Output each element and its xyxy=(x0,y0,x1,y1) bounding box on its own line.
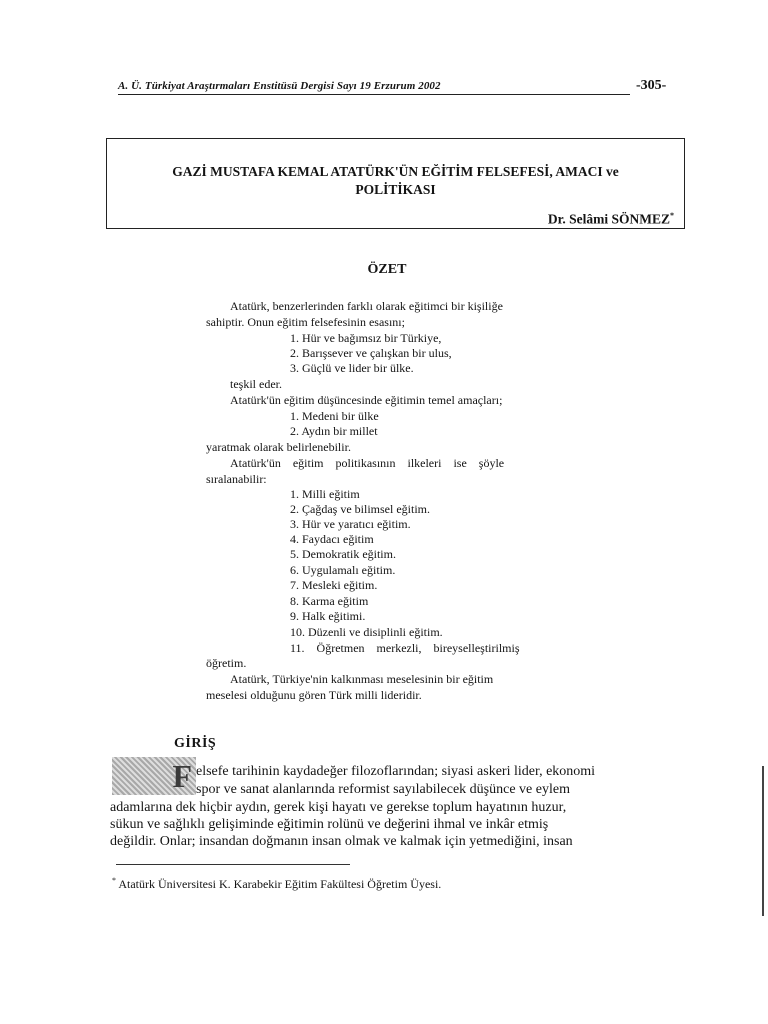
aims-intro: Atatürk'ün eğitim düşüncesinde eğitimin temel amaçları; xyxy=(230,393,503,407)
body-line-5: değildir. Onlar; insandan doğmanın insan olmak ve kalmak için yetmediğini, insan xyxy=(110,834,573,849)
foundation-item: 2. Barışsever ve çalışkan bir ulus, xyxy=(290,346,452,360)
policy-item: 8. Karma eğitim xyxy=(290,594,369,608)
abstract-intro-2: sahiptir. Onun eğitim felsefesinin esasını; xyxy=(206,315,405,329)
policy-item: 5. Demokratik eğitim. xyxy=(290,547,396,561)
body-line-1: elsefe tarihinin kaydadeğer filozoflarından; siyasi askeri lider, ekonomi xyxy=(196,764,596,779)
body-line-2: spor ve sanat alanlarında reformist sayılabilecek düşünce ve eylem xyxy=(196,782,570,797)
aims-item: 1. Medeni bir ülke xyxy=(290,409,379,423)
author-footnote-mark: * xyxy=(670,211,674,220)
page-number: -305- xyxy=(636,78,667,93)
policy-item: 7. Mesleki eğitim. xyxy=(290,578,378,592)
article-title xyxy=(107,163,684,199)
policy-item: 9. Halk eğitimi. xyxy=(290,609,366,623)
policy-item: 11. Öğretmen merkezli, bireyselleştirilmiş xyxy=(290,641,520,655)
policy-intro-1: Atatürk'ün eğitim politikasının ilkeleri ise şöyle xyxy=(230,456,505,470)
section-heading: GİRİŞ xyxy=(174,736,217,751)
policy-item: 1. Milli eğitim xyxy=(290,487,360,501)
policy-intro-2: sıralanabilir: xyxy=(206,472,267,486)
title-line-1: GAZİ MUSTAFA KEMAL ATATÜRK'ÜN EĞİTİM FELSEFESİ, AMACI ve xyxy=(172,164,619,179)
policy-item: 3. Hür ve yaratıcı eğitim. xyxy=(290,517,411,531)
title-line-2: POLİTİKASI xyxy=(355,182,436,197)
title-box xyxy=(106,138,685,229)
policy-item: 6. Uygulamalı eğitim. xyxy=(290,563,396,577)
policy-item: 10. Düzenli ve disiplinli eğitim. xyxy=(290,625,443,639)
body-line-3: adamlarına dek hiçbir aydın, gerek kişi hayatı ve gerekse toplum hayatının huzur, xyxy=(110,800,567,815)
author-text: Dr. Selâmi SÖNMEZ xyxy=(547,211,670,227)
policy-end: öğretim. xyxy=(206,656,247,670)
foundation-end: teşkil eder. xyxy=(230,377,282,391)
aims-item: 2. Aydın bir millet xyxy=(290,424,378,438)
footnote-rule xyxy=(116,864,350,865)
policy-item: 2. Çağdaş ve bilimsel eğitim. xyxy=(290,502,430,516)
running-header: A. Ü. Türkiyat Araştırmaları Enstitüsü Dergisi Sayı 19 Erzurum 2002 xyxy=(118,80,630,95)
footnote-text: Atatürk Üniversitesi K. Karabekir Eğitim Fakültesi Öğretim Üyesi. xyxy=(118,877,442,891)
abstract-closing-1: Atatürk, Türkiye'nin kalkınması meselesinin bir eğitim xyxy=(230,672,494,686)
scan-edge-mark xyxy=(762,766,764,916)
foundation-item: 1. Hür ve bağımsız bir Türkiye, xyxy=(290,331,442,345)
body-line-4: sükun ve sağlıklı gelişiminde eğitimin rolünü ve değerini ihmal ve inkâr etmiş xyxy=(110,817,549,832)
abstract-intro-1: Atatürk, benzerlerinden farklı olarak eğitimci bir kişiliğe xyxy=(230,299,503,313)
abstract-closing-2: meselesi olduğunu gören Türk milli lideridir. xyxy=(206,688,422,702)
aims-end: yaratmak olarak belirlenebilir. xyxy=(206,440,351,454)
foundation-item: 3. Güçlü ve lider bir ülke. xyxy=(290,361,414,375)
footnote xyxy=(112,876,441,892)
dropcap-ornament xyxy=(112,757,196,795)
footnote-mark: * xyxy=(112,876,116,885)
abstract-heading: ÖZET xyxy=(367,262,407,277)
author-name xyxy=(548,211,674,228)
dropcap-letter: F xyxy=(172,758,192,794)
policy-item: 4. Faydacı eğitim xyxy=(290,532,374,546)
